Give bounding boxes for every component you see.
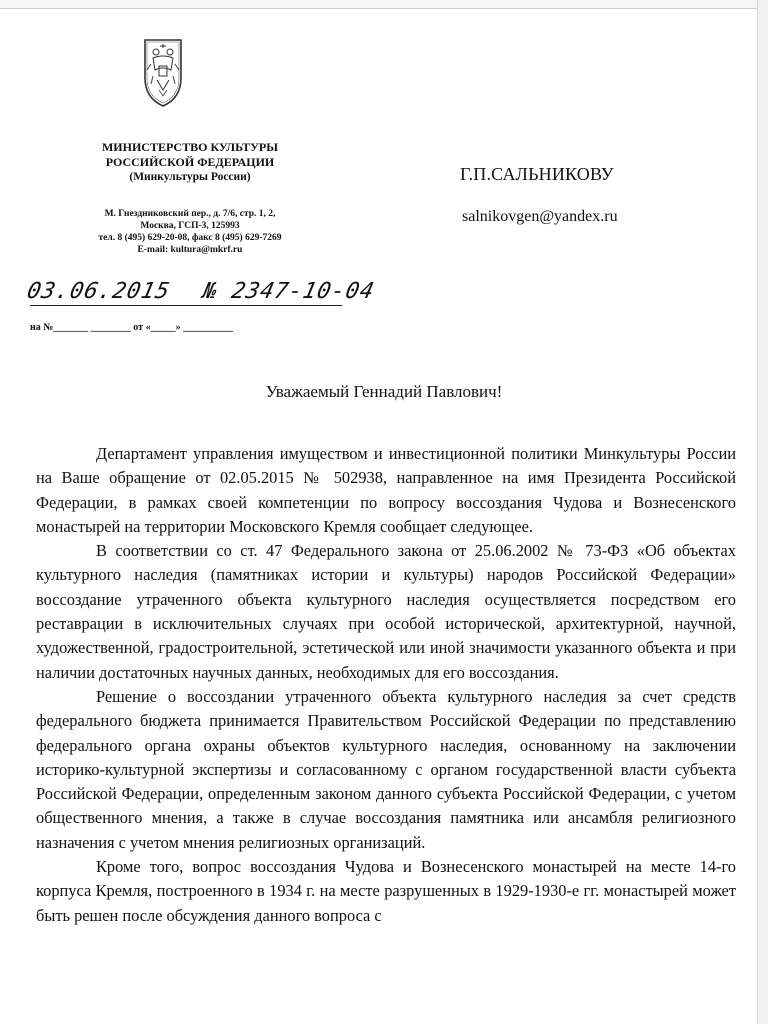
ministry-abbr: (Минкультуры России) <box>129 171 251 183</box>
letter-body <box>36 442 736 928</box>
number-sign: № <box>200 279 221 304</box>
recipient-email: salnikovgen@yandex.ru <box>462 208 618 225</box>
address-line-2: Москва, ГСП-3, 125993 <box>140 221 240 231</box>
address-line-1: М. Гнездниковский пер., д. 7/6, стр. 1, 2, <box>104 209 276 219</box>
paragraph-4: Кроме того, вопрос воссоздания Чудова и Вознесенского монастырей на месте 14-го корпуса Кремля, построенного в 1934 г. на месте разрушенных в 1929-1930-е гг. монастырей может быть решен после обсуждения данного вопроса с <box>36 857 736 925</box>
registration-underline <box>30 305 342 306</box>
paragraph-1: Департамент управления имуществом и инвестиционной политики Минкультуры России на Ваше обращение от 02.05.2015 № 502938, направленное на имя Президента Российской Федерации, в рамках своей компетенции по вопросу воссоздания Чудова и Вознесенского монастырей на территории Московского Кремля сообщает следующее. <box>36 444 736 536</box>
reference-line: на №_______ ________ от «_____» __________ <box>30 322 234 333</box>
window-top-edge <box>0 0 768 9</box>
registration-date: 03.06.2015 <box>24 279 173 304</box>
registration-number: 2347-10-04 <box>229 279 377 304</box>
registration-number-group <box>201 279 377 304</box>
coat-of-arms-emblem <box>141 36 185 108</box>
scrollbar[interactable] <box>757 0 768 1024</box>
ministry-line-1: МИНИСТЕРСТВО КУЛЬТУРЫ <box>101 140 279 154</box>
ministry-line-2: РОССИЙСКОЙ ФЕДЕРАЦИИ <box>105 155 275 169</box>
ministry-address <box>50 208 330 256</box>
paragraph-3: Решение о воссоздании утраченного объекта культурного наследия за счет средств федерального бюджета принимается Правительством Российской Федерации по представлению федерального органа охраны объектов культурного наследия, основанному на заключении историко-культурной экспертизы и согласованному с органом государственной власти субъекта Российской Федерации, определенным законом данного субъекта Российской Федерации, с учетом общественного мнения, а также в случае воссоздания памятника или ансамбля религиозного назначения с учетом мнения религиозных организаций. <box>36 686 736 852</box>
greeting: Уважаемый Геннадий Павлович! <box>265 382 503 401</box>
ministry-name <box>60 140 320 185</box>
address-line-4: E-mail: kultura@mkrf.ru <box>137 245 243 255</box>
paragraph-2: В соответствии со ст. 47 Федерального закона от 25.06.2002 № 73-ФЗ «Об объектах культурного наследия (памятниках истории и культуры) народов Российской Федерации» воссоздание утраченного объекта культурного наследия осуществляется посредством его реставрации в исключительных случаях при особой исторической, архитектурной, научной, художественной, градостроительной, эстетической или иной значимости указанного объекта и при наличии достаточных научных данных, необходимых для его воссоздания. <box>36 541 736 682</box>
address-line-3: тел. 8 (495) 629-20-08, факс 8 (495) 629-7269 <box>98 233 282 243</box>
recipient-name: Г.П.САЛЬНИКОВУ <box>460 164 614 184</box>
